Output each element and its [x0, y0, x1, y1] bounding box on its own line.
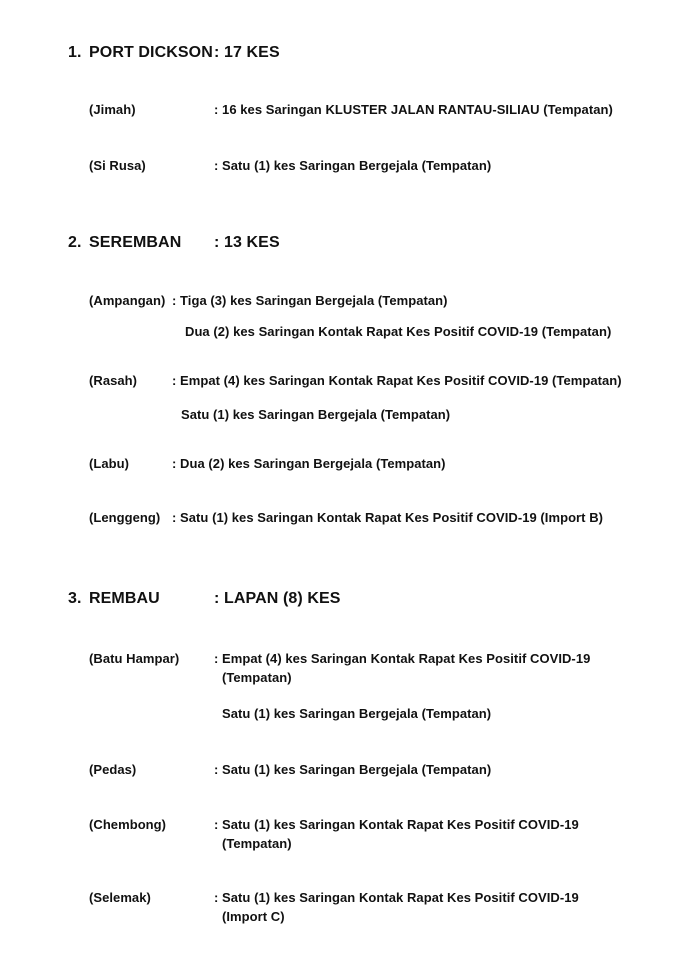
section-2-labu-line-1: : Dua (2) kes Saringan Bergejala (Tempatan) — [172, 456, 446, 471]
section-3-area-batu-hampar: (Batu Hampar) — [89, 651, 180, 666]
section-2-rasah-line-1: : Empat (4) kes Saringan Kontak Rapat Kes Positif COVID-19 (Tempatan) — [172, 373, 622, 388]
section-3-area-selemak: (Selemak) — [89, 890, 151, 905]
section-3-chembong-line-2: (Tempatan) — [222, 836, 292, 851]
section-3-area-chembong: (Chembong) — [89, 817, 167, 832]
section-3-title: REMBAU — [89, 590, 160, 607]
section-2-area-rasah: (Rasah) — [89, 373, 138, 388]
section-1-title: PORT DICKSON — [89, 44, 213, 61]
section-2-count: : 13 KES — [214, 234, 280, 251]
section-3-batu-hampar-line-1: : Empat (4) kes Saringan Kontak Rapat Kes Positif COVID-19 — [214, 651, 591, 666]
section-3-count: : LAPAN (8) KES — [214, 590, 341, 607]
section-2-ampangan-line-1: : Tiga (3) kes Saringan Bergejala (Tempatan) — [172, 293, 448, 308]
section-1-si-rusa-line-1: : Satu (1) kes Saringan Bergejala (Tempatan) — [214, 158, 492, 173]
section-2-area-ampangan: (Ampangan) — [89, 293, 166, 308]
section-1-count: : 17 KES — [214, 44, 280, 61]
section-2-area-lenggeng: (Lenggeng) — [89, 510, 161, 525]
section-3-number: 3. — [68, 590, 82, 607]
section-2-ampangan-line-2: Dua (2) kes Saringan Kontak Rapat Kes Positif COVID-19 (Tempatan) — [185, 324, 612, 339]
section-2-lenggeng-line-1: : Satu (1) kes Saringan Kontak Rapat Kes Positif COVID-19 (Import B) — [172, 510, 604, 525]
section-1-area-si-rusa: (Si Rusa) — [89, 158, 146, 173]
section-3-selemak-line-1: : Satu (1) kes Saringan Kontak Rapat Kes Positif COVID-19 — [214, 890, 579, 905]
section-2-area-labu: (Labu) — [89, 456, 130, 471]
section-1-number: 1. — [68, 44, 82, 61]
section-3-batu-hampar-line-3: Satu (1) kes Saringan Bergejala (Tempatan) — [222, 706, 492, 721]
section-2-number: 2. — [68, 234, 82, 251]
section-1-area-jimah: (Jimah) — [89, 102, 136, 117]
section-2-title: SEREMBAN — [89, 234, 182, 251]
section-3-selemak-line-2: (Import C) — [222, 909, 285, 924]
section-1-jimah-line-1: : 16 kes Saringan KLUSTER JALAN RANTAU-SILIAU (Tempatan) — [214, 102, 613, 117]
section-3-area-pedas: (Pedas) — [89, 762, 137, 777]
section-3-chembong-line-1: : Satu (1) kes Saringan Kontak Rapat Kes Positif COVID-19 — [214, 817, 579, 832]
section-3-batu-hampar-line-2: (Tempatan) — [222, 670, 292, 685]
section-3-pedas-line-1: : Satu (1) kes Saringan Bergejala (Tempatan) — [214, 762, 492, 777]
section-2-rasah-line-2: Satu (1) kes Saringan Bergejala (Tempatan) — [181, 407, 451, 422]
